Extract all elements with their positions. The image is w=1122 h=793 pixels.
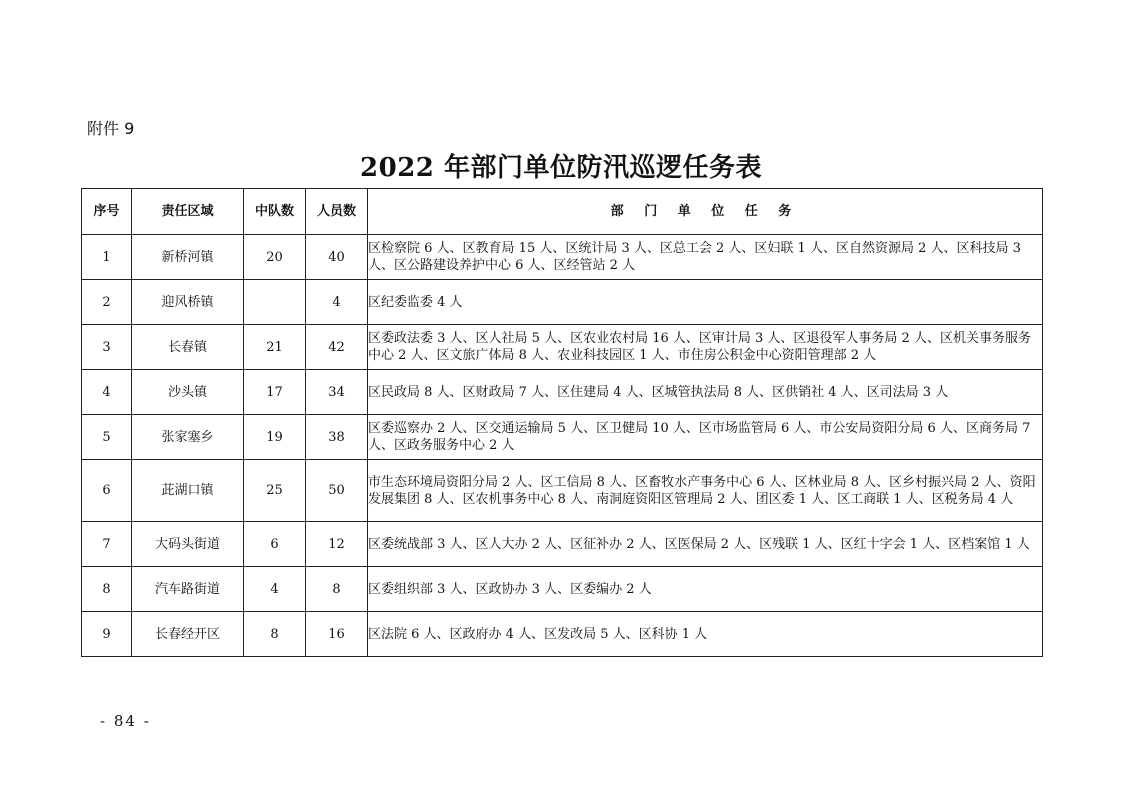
cell-index: 3 (82, 325, 132, 370)
page-number: - 84 - (100, 712, 151, 730)
cell-departments: 区检察院 6 人、区教育局 15 人、区统计局 3 人、区总工会 2 人、区妇联 1 人、区自然资源局 2 人、区科技局 3 人、区公路建设养护中心 6 人、区经管站 2 人 (368, 235, 1043, 280)
cell-teams: 21 (244, 325, 306, 370)
header-index: 序号 (82, 189, 132, 235)
cell-departments: 区委政法委 3 人、区人社局 5 人、区农业农村局 16 人、区审计局 3 人、区退役军人事务局 2 人、区机关事务服务中心 2 人、区文旅广体局 8 人、农业科技园区 1 人、市住房公积金中心资阳管理部 2 人 (368, 325, 1043, 370)
table-row (82, 612, 1043, 657)
table-row (82, 567, 1043, 612)
cell-index: 4 (82, 370, 132, 415)
cell-people: 42 (306, 325, 368, 370)
cell-people: 50 (306, 460, 368, 522)
cell-departments: 市生态环境局资阳分局 2 人、区工信局 8 人、区畜牧水产事务中心 6 人、区林业局 8 人、区乡村振兴局 2 人、资阳发展集团 8 人、区农机事务中心 8 人、南洞庭资阳区管理局 2 人、团区委 1 人、区工商联 1 人、区税务局 4 人 (368, 460, 1043, 522)
cell-area: 汽车路街道 (132, 567, 244, 612)
table-row (82, 415, 1043, 460)
cell-departments: 区委巡察办 2 人、区交通运输局 5 人、区卫健局 10 人、区市场监管局 6 人、市公安局资阳分局 6 人、区商务局 7 人、区政务服务中心 2 人 (368, 415, 1043, 460)
cell-index: 8 (82, 567, 132, 612)
header-departments: 部 门 单 位 任 务 (368, 189, 1043, 235)
page-title: 2022 年部门单位防汛巡逻任务表 (360, 153, 762, 183)
cell-teams: 4 (244, 567, 306, 612)
task-table (81, 188, 1043, 657)
table-row (82, 370, 1043, 415)
cell-teams: 6 (244, 522, 306, 567)
cell-teams: 17 (244, 370, 306, 415)
cell-index: 2 (82, 280, 132, 325)
cell-people: 8 (306, 567, 368, 612)
cell-area: 新桥河镇 (132, 235, 244, 280)
cell-teams: 25 (244, 460, 306, 522)
header-area: 责任区域 (132, 189, 244, 235)
table-row (82, 460, 1043, 522)
cell-departments: 区纪委监委 4 人 (368, 280, 1043, 325)
cell-index: 9 (82, 612, 132, 657)
header-people: 人员数 (306, 189, 368, 235)
table-row (82, 235, 1043, 280)
table-row (82, 522, 1043, 567)
cell-area: 沙头镇 (132, 370, 244, 415)
cell-people: 34 (306, 370, 368, 415)
cell-departments: 区委组织部 3 人、区政协办 3 人、区委编办 2 人 (368, 567, 1043, 612)
cell-teams (244, 280, 306, 325)
cell-area: 长春经开区 (132, 612, 244, 657)
cell-index: 5 (82, 415, 132, 460)
cell-area: 长春镇 (132, 325, 244, 370)
cell-index: 6 (82, 460, 132, 522)
cell-departments: 区法院 6 人、区政府办 4 人、区发改局 5 人、区科协 1 人 (368, 612, 1043, 657)
header-teams: 中队数 (244, 189, 306, 235)
cell-area: 茈湖口镇 (132, 460, 244, 522)
cell-index: 7 (82, 522, 132, 567)
cell-people: 16 (306, 612, 368, 657)
table-row (82, 280, 1043, 325)
table-header-row (82, 189, 1043, 235)
cell-area: 张家塞乡 (132, 415, 244, 460)
cell-index: 1 (82, 235, 132, 280)
cell-teams: 20 (244, 235, 306, 280)
cell-departments: 区委统战部 3 人、区人大办 2 人、区征补办 2 人、区医保局 2 人、区残联 1 人、区红十字会 1 人、区档案馆 1 人 (368, 522, 1043, 567)
cell-people: 38 (306, 415, 368, 460)
cell-teams: 8 (244, 612, 306, 657)
cell-area: 大码头街道 (132, 522, 244, 567)
cell-people: 12 (306, 522, 368, 567)
cell-area: 迎风桥镇 (132, 280, 244, 325)
cell-departments: 区民政局 8 人、区财政局 7 人、区住建局 4 人、区城管执法局 8 人、区供销社 4 人、区司法局 3 人 (368, 370, 1043, 415)
cell-people: 4 (306, 280, 368, 325)
table-row (82, 325, 1043, 370)
cell-people: 40 (306, 235, 368, 280)
cell-teams: 19 (244, 415, 306, 460)
attachment-label: 附件 9 (87, 119, 135, 138)
